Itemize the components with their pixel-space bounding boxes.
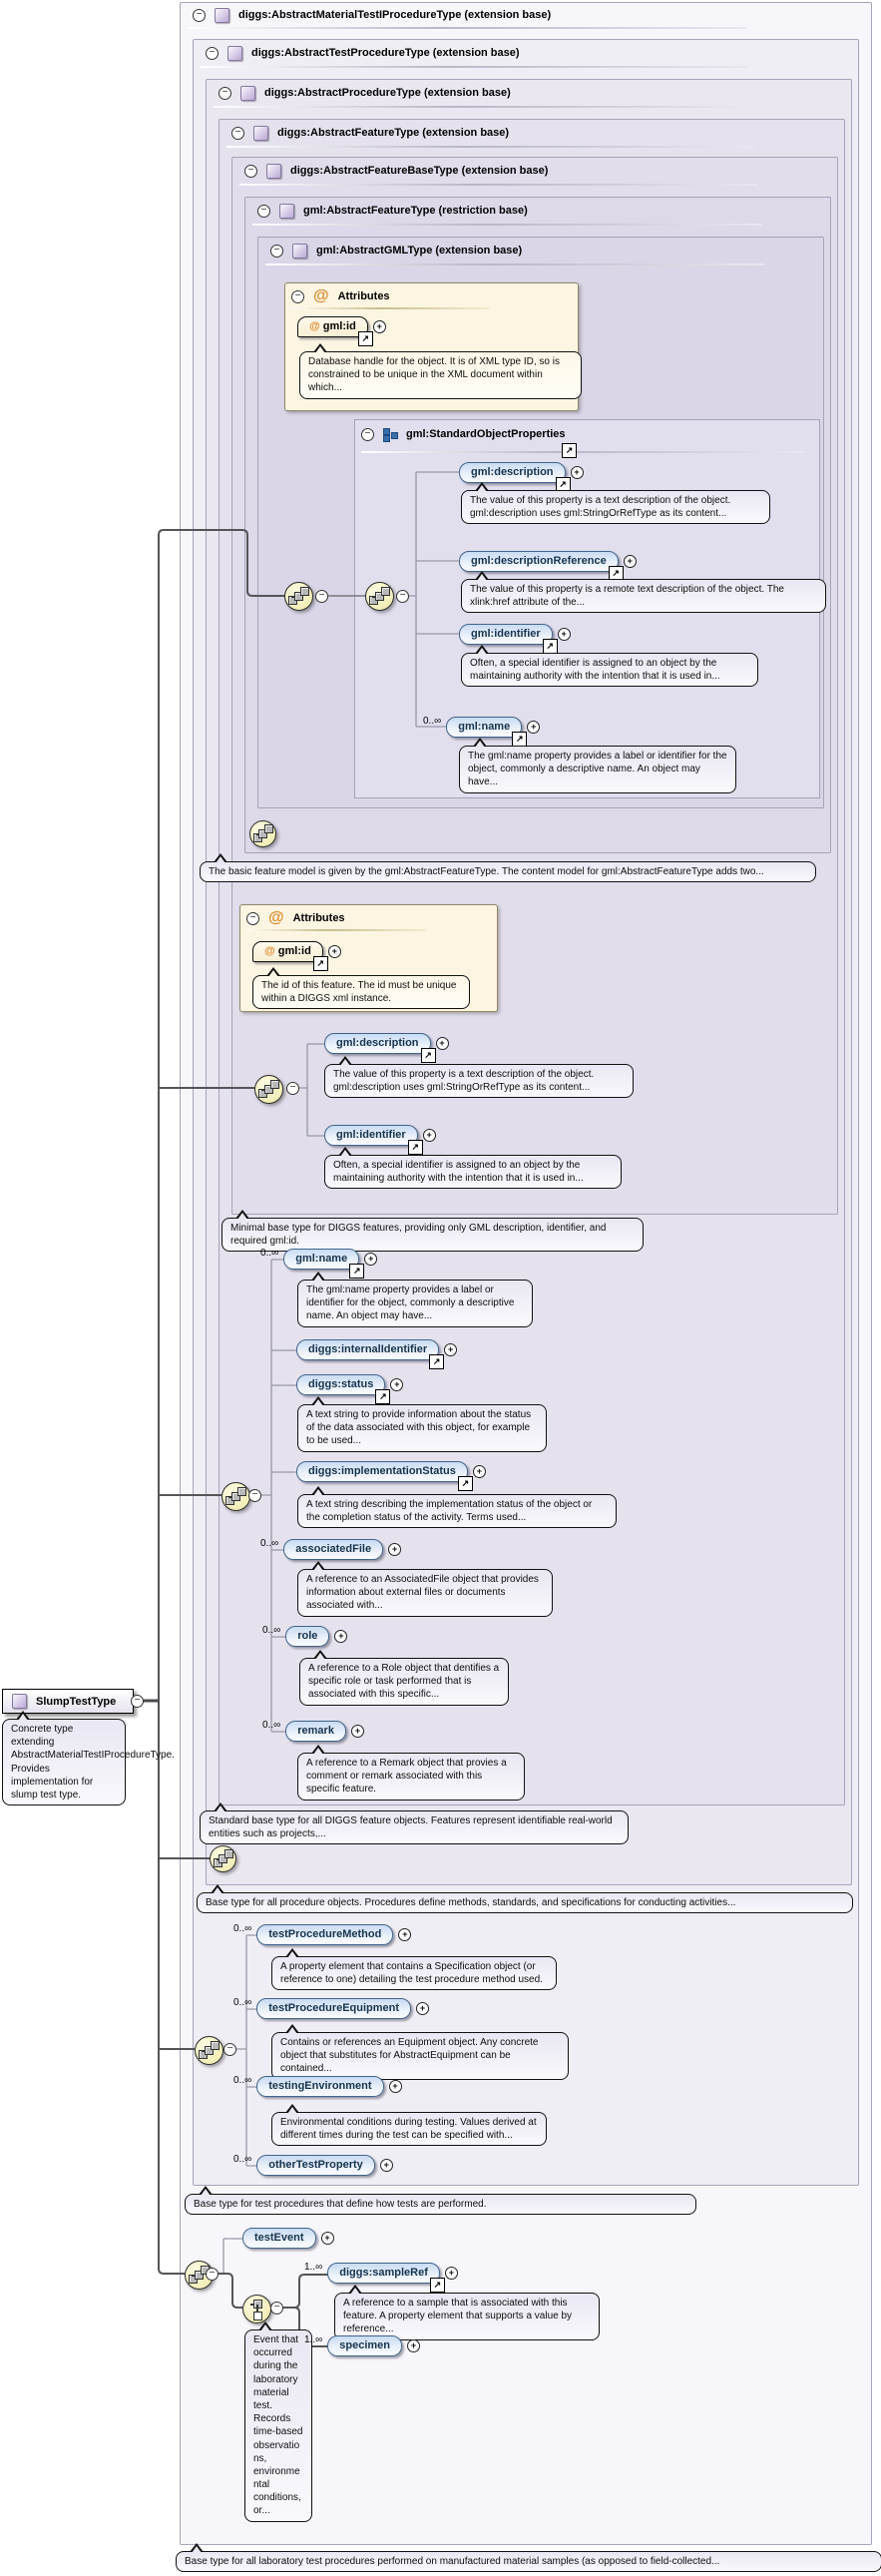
expand-toggle-icon[interactable]: + [423, 1129, 436, 1142]
element-label: specimen [339, 2339, 390, 2351]
element-row-gml-description [459, 462, 584, 489]
collapse-toggle-icon[interactable]: − [396, 590, 409, 603]
occurrence-label: 1..∞ [304, 2262, 323, 2273]
expand-toggle-icon[interactable]: + [388, 1543, 401, 1556]
doc-tooltip-abstract-test-procedure-type: Base type for test procedures that define how tests are performed. [185, 2194, 696, 2215]
complex-type-icon [266, 164, 281, 179]
complex-type-icon [292, 244, 307, 258]
type-header-l5 [257, 200, 528, 222]
element-label: testEvent [254, 2232, 304, 2244]
element-row-gml-description-reference [459, 551, 637, 578]
element-row-associated-file [260, 1539, 401, 1560]
sequence-compositor-icon[interactable] [195, 2036, 223, 2065]
doc-tooltip-remark: A reference to a Remark object that provies a comment or remark associated with this specific feature. [297, 1753, 525, 1801]
expand-arrow-icon[interactable]: ↗ [429, 1354, 444, 1369]
slump-test-type-label: SlumpTestType [36, 1695, 117, 1708]
type-header-l6 [270, 240, 522, 261]
type-label: gml:AbstractFeatureType (restriction base) [303, 205, 528, 217]
expand-toggle-icon[interactable]: + [436, 1037, 449, 1050]
expand-arrow-icon[interactable]: ↗ [609, 566, 624, 581]
collapse-toggle-icon[interactable]: − [361, 428, 374, 441]
element-row-status [296, 1374, 403, 1401]
doc-tooltip-test-event: Event that occurred during the laboratory material test. Records time-based observations, environmental conditions, or... [244, 2329, 312, 2522]
collapse-toggle-icon[interactable]: − [286, 1082, 299, 1095]
type-label: diggs:AbstractFeatureType (extension base) [277, 127, 510, 139]
doc-tooltip-gml-description-reference: The value of this property is a remote text description of the object. The xlink:href attribute of the... [461, 579, 826, 613]
collapse-toggle-icon[interactable]: − [315, 590, 328, 603]
element-label: remark [297, 1725, 334, 1737]
element-label: diggs:status [308, 1378, 374, 1390]
collapse-toggle-icon[interactable]: − [131, 1695, 144, 1708]
element-label: role [297, 1630, 318, 1642]
expand-toggle-icon[interactable]: + [527, 721, 540, 734]
expand-arrow-icon[interactable]: ↗ [349, 1264, 364, 1279]
expand-toggle-icon[interactable]: + [444, 1343, 457, 1356]
element-label: otherTestProperty [268, 2159, 363, 2171]
element-pill-gml-identifier[interactable] [459, 624, 554, 651]
element-pill-gml-name[interactable] [446, 717, 524, 744]
collapse-toggle-icon[interactable]: − [246, 912, 259, 925]
doc-tooltip-role: A reference to a Role object that dentifies a specific role or task performed that is associated with this specific... [299, 1658, 509, 1706]
attribute-at-icon: @ [264, 945, 275, 957]
element-pill-gml-identifier[interactable] [324, 1125, 419, 1152]
collapse-toggle-icon[interactable]: − [291, 290, 304, 303]
collapse-toggle-icon[interactable]: − [193, 9, 206, 22]
complex-type-icon [240, 86, 255, 101]
collapse-toggle-icon[interactable]: − [223, 2043, 236, 2056]
expand-toggle-icon[interactable]: + [473, 1465, 486, 1478]
type-header-l2 [219, 82, 511, 104]
element-label: testProcedureEquipment [268, 2002, 400, 2014]
complex-type-icon [215, 8, 229, 23]
element-label: gml:descriptionReference [471, 555, 607, 567]
element-label: diggs:sampleRef [339, 2267, 428, 2279]
collapse-toggle-icon[interactable]: − [270, 2302, 283, 2315]
element-row-other-test-property [233, 2155, 393, 2176]
element-pill-test-procedure-equipment[interactable] [256, 1998, 411, 2019]
group-title: gml:StandardObjectProperties [406, 428, 566, 440]
attribute-label: gml:id [322, 320, 356, 332]
expand-toggle-icon[interactable]: + [407, 2339, 420, 2352]
occurrence-label: 0..∞ [260, 1538, 279, 1549]
type-label: diggs:AbstractProcedureType (extension base) [264, 87, 511, 99]
element-row-testing-environment [233, 2076, 402, 2097]
doc-tooltip-gml-identifier: Often, a special identifier is assigned to an object by the maintaining authority with the intention that it is used in... [461, 653, 758, 687]
element-pill-test-event[interactable] [242, 2228, 316, 2249]
collapse-toggle-icon[interactable]: − [248, 1489, 261, 1502]
type-label: diggs:AbstractTestProcedureType (extension base) [251, 47, 520, 59]
expand-arrow-icon[interactable]: ↗ [556, 477, 571, 492]
attributes-title: Attributes [337, 290, 390, 302]
element-pill-sample-ref[interactable] [327, 2263, 442, 2290]
attribute-label: gml:id [277, 945, 311, 957]
doc-tooltip-abstract-material-test-procedure-type: Base type for all laboratory test procedures performed on manufactured material samples (as opposed to field-collected... [176, 2551, 881, 2572]
doc-tooltip-abstract-feature-base-type: Minimal base type for DIGGS features, providing only GML description, identifier, and required gml:id. [221, 1218, 644, 1252]
doc-tooltip-associated-file: A reference to an AssociatedFile object that provides information about external files or documents associated with... [297, 1569, 553, 1617]
occurrence-label: 1..∞ [304, 2334, 323, 2345]
element-row-test-event [242, 2228, 334, 2249]
model-group-icon [383, 428, 397, 441]
element-pill-gml-description-reference[interactable] [459, 551, 620, 578]
collapse-toggle-icon[interactable]: − [244, 165, 257, 178]
collapse-toggle-icon[interactable]: − [219, 87, 231, 100]
doc-tooltip-gml-description-2: The value of this property is a text description of the object. gml:description uses gml:StringOrRefType as its content... [324, 1064, 634, 1098]
doc-tooltip-gml-name-2: The gml:name property provides a label or identifier for the object, commonly a descriptive name. An object may have... [297, 1280, 533, 1327]
sequence-compositor-icon[interactable] [249, 820, 276, 847]
expand-arrow-icon[interactable]: ↗ [543, 639, 558, 654]
expand-arrow-icon[interactable]: ↗ [375, 1389, 390, 1404]
expand-toggle-icon[interactable]: + [624, 555, 637, 568]
doc-tooltip-gml-identifier-2: Often, a special identifier is assigned to an object by the maintaining authority with the intention that it is used in... [324, 1155, 622, 1189]
collapse-toggle-icon[interactable]: − [206, 47, 219, 60]
element-pill-remark[interactable] [285, 1721, 346, 1742]
expand-arrow-icon[interactable]: ↗ [313, 956, 328, 971]
attribute-at-icon: @ [268, 909, 284, 926]
element-row-gml-identifier-2 [324, 1125, 436, 1152]
element-row-internal-identifier [296, 1339, 457, 1366]
element-row-sample-ref [304, 2262, 458, 2290]
element-row-role [262, 1626, 347, 1647]
element-label: gml:identifier [336, 1129, 406, 1141]
element-pill-status[interactable] [296, 1374, 387, 1401]
element-pill-gml-name[interactable] [283, 1249, 361, 1276]
attribute-gml-id-row [252, 941, 341, 968]
sequence-compositor-icon[interactable] [254, 1075, 283, 1104]
element-row-gml-identifier [459, 624, 571, 651]
element-pill-other-test-property[interactable] [256, 2155, 375, 2176]
expand-toggle-icon[interactable]: + [389, 2080, 402, 2093]
doc-tooltip-slump-test-type: Concrete type extending AbstractMaterialTestIProcedureType. Provides implementation for slump test type. [2, 1719, 126, 1805]
complex-type-icon [12, 1694, 27, 1709]
element-row-gml-name-2 [260, 1248, 377, 1276]
type-label: gml:AbstractGMLType (extension base) [316, 245, 523, 257]
collapse-toggle-icon[interactable]: − [270, 245, 283, 258]
occurrence-label: 0..∞ [260, 1248, 279, 1259]
element-pill-gml-description[interactable] [459, 462, 567, 489]
doc-tooltip-status: A text string to provide information about the status of the data associated with this object, for example to be used... [297, 1404, 547, 1452]
element-label: gml:identifier [471, 628, 541, 640]
expand-toggle-icon[interactable]: + [558, 628, 571, 641]
collapse-toggle-icon[interactable]: − [257, 205, 270, 218]
sequence-compositor-icon[interactable] [221, 1482, 250, 1511]
element-row-test-procedure-method [233, 1924, 411, 1945]
attribute-pill-gml-id[interactable] [252, 941, 325, 968]
element-row-implementation-status [296, 1461, 486, 1488]
expand-toggle-icon[interactable]: + [364, 1253, 377, 1266]
expand-toggle-icon[interactable]: + [373, 320, 386, 333]
collapse-toggle-icon[interactable]: − [206, 2268, 219, 2281]
occurrence-label: 0..∞ [233, 2075, 252, 2086]
expand-arrow-icon[interactable]: ↗ [512, 732, 527, 747]
occurrence-label: 0..∞ [233, 1923, 252, 1934]
attributes-header [246, 907, 345, 929]
attributes-header [291, 285, 390, 307]
element-row-remark [262, 1721, 364, 1742]
element-label: associatedFile [295, 1543, 372, 1555]
element-label: gml:name [458, 721, 511, 733]
element-pill-testing-environment[interactable] [256, 2076, 383, 2097]
expand-arrow-icon[interactable]: ↗ [358, 331, 373, 346]
element-row-test-procedure-equipment [233, 1998, 429, 2019]
element-pill-specimen[interactable] [327, 2335, 402, 2356]
doc-tooltip-gml-description: The value of this property is a text description of the object. gml:description uses gml:StringOrRefType as its content... [461, 490, 770, 524]
expand-arrow-icon[interactable]: ↗ [562, 443, 577, 458]
complex-type-icon [227, 46, 242, 61]
doc-tooltip-test-procedure-equipment: Contains or references an Equipment object. Any concrete object that substitutes for AbstractEquipment can be contained... [271, 2032, 569, 2080]
type-header-l0 [193, 4, 551, 26]
type-header-l4 [244, 160, 548, 182]
doc-tooltip-abstract-procedure-type: Base type for all procedure objects. Procedures define methods, standards, and specifications for conducting activities... [197, 1892, 853, 1913]
expand-toggle-icon[interactable]: + [328, 945, 341, 958]
element-pill-gml-description[interactable] [324, 1033, 432, 1060]
element-label: testingEnvironment [268, 2080, 372, 2092]
doc-tooltip-diggs-abstract-feature-type: Standard base type for all DIGGS feature objects. Features represent identifiable real-world entities such as projects,... [200, 1810, 629, 1844]
expand-arrow-icon[interactable]: ↗ [408, 1140, 423, 1155]
expand-toggle-icon[interactable]: + [321, 2232, 334, 2245]
element-pill-test-procedure-method[interactable] [256, 1924, 393, 1945]
occurrence-label: 0..∞ [423, 716, 442, 727]
type-header-l3 [231, 122, 509, 144]
expand-toggle-icon[interactable]: + [445, 2267, 458, 2280]
element-label: gml:description [471, 466, 554, 478]
doc-tooltip-test-procedure-method: A property element that contains a Specification object (or reference to one) detailing the test procedure method used. [271, 1956, 557, 1990]
attribute-gml-id-row [297, 316, 386, 343]
expand-toggle-icon[interactable]: + [334, 1630, 347, 1643]
attribute-at-icon: @ [313, 287, 329, 304]
element-label: testProcedureMethod [268, 1928, 382, 1940]
complex-type-icon [279, 204, 294, 219]
element-row-gml-description-2 [324, 1033, 449, 1060]
element-row-gml-name [423, 716, 540, 744]
doc-tooltip-gml-abstract-feature-type: The basic feature model is given by the gml:AbstractFeatureType. The content model for gml:AbstractFeatureType adds two... [200, 861, 816, 882]
occurrence-label: 0..∞ [233, 2154, 252, 2165]
element-label: diggs:implementationStatus [308, 1465, 456, 1477]
doc-tooltip-testing-environment: Environmental conditions during testing. Values derived at different times during the test can be specified with... [271, 2112, 547, 2146]
expand-toggle-icon[interactable]: + [380, 2159, 393, 2172]
doc-tooltip-gml-id-2: The id of this feature. The id must be unique within a DIGGS xml instance. [252, 975, 470, 1009]
occurrence-label: 0..∞ [262, 1720, 281, 1731]
element-pill-associated-file[interactable] [283, 1539, 383, 1560]
expand-toggle-icon[interactable]: + [390, 1378, 403, 1391]
element-pill-implementation-status[interactable] [296, 1461, 470, 1488]
expand-arrow-icon[interactable]: ↗ [421, 1048, 436, 1063]
group-header-sop [361, 423, 566, 445]
sequence-compositor-icon[interactable] [365, 582, 394, 611]
expand-toggle-icon[interactable]: + [416, 2002, 429, 2015]
sequence-compositor-icon[interactable] [210, 1845, 236, 1872]
sequence-vertical-compositor-icon[interactable] [242, 2295, 271, 2323]
collapse-toggle-icon[interactable]: − [231, 127, 244, 140]
doc-tooltip-gml-name: The gml:name property provides a label or identifier for the object, commonly a descriptive name. An object may have... [459, 746, 736, 793]
occurrence-label: 0..∞ [262, 1625, 281, 1636]
doc-tooltip-implementation-status: A text string describing the implementation status of the object or the completion status of the activity. Terms used... [297, 1494, 617, 1528]
expand-toggle-icon[interactable]: + [398, 1928, 411, 1941]
attribute-pill-gml-id[interactable] [297, 316, 370, 343]
doc-tooltip-gml-id-1: Database handle for the object. It is of XML type ID, so is constrained to be unique in the XML document within which... [299, 351, 582, 399]
complex-type-icon [253, 126, 268, 141]
attribute-at-icon: @ [309, 320, 320, 332]
element-row-specimen [304, 2335, 420, 2356]
sequence-compositor-icon[interactable] [284, 582, 313, 611]
occurrence-label: 0..∞ [233, 1997, 252, 2008]
element-label: gml:description [336, 1037, 419, 1049]
attributes-title: Attributes [292, 912, 345, 924]
expand-arrow-icon[interactable]: ↗ [458, 1476, 473, 1491]
expand-toggle-icon[interactable]: + [351, 1725, 364, 1738]
type-header-l1 [206, 42, 520, 64]
element-label: diggs:internalIdentifier [308, 1343, 428, 1355]
element-pill-role[interactable] [285, 1626, 329, 1647]
element-label: gml:name [295, 1253, 348, 1265]
element-pill-internal-identifier[interactable] [296, 1339, 441, 1366]
type-label: diggs:AbstractFeatureBaseType (extension base) [290, 165, 549, 177]
expand-toggle-icon[interactable]: + [571, 466, 584, 479]
doc-tooltip-sample-ref: A reference to a sample that is associated with this feature. A property element that supports a value by reference... [334, 2293, 600, 2340]
type-label: diggs:AbstractMaterialTestIProcedureType (extension base) [238, 9, 552, 21]
expand-arrow-icon[interactable]: ↗ [430, 2278, 445, 2293]
